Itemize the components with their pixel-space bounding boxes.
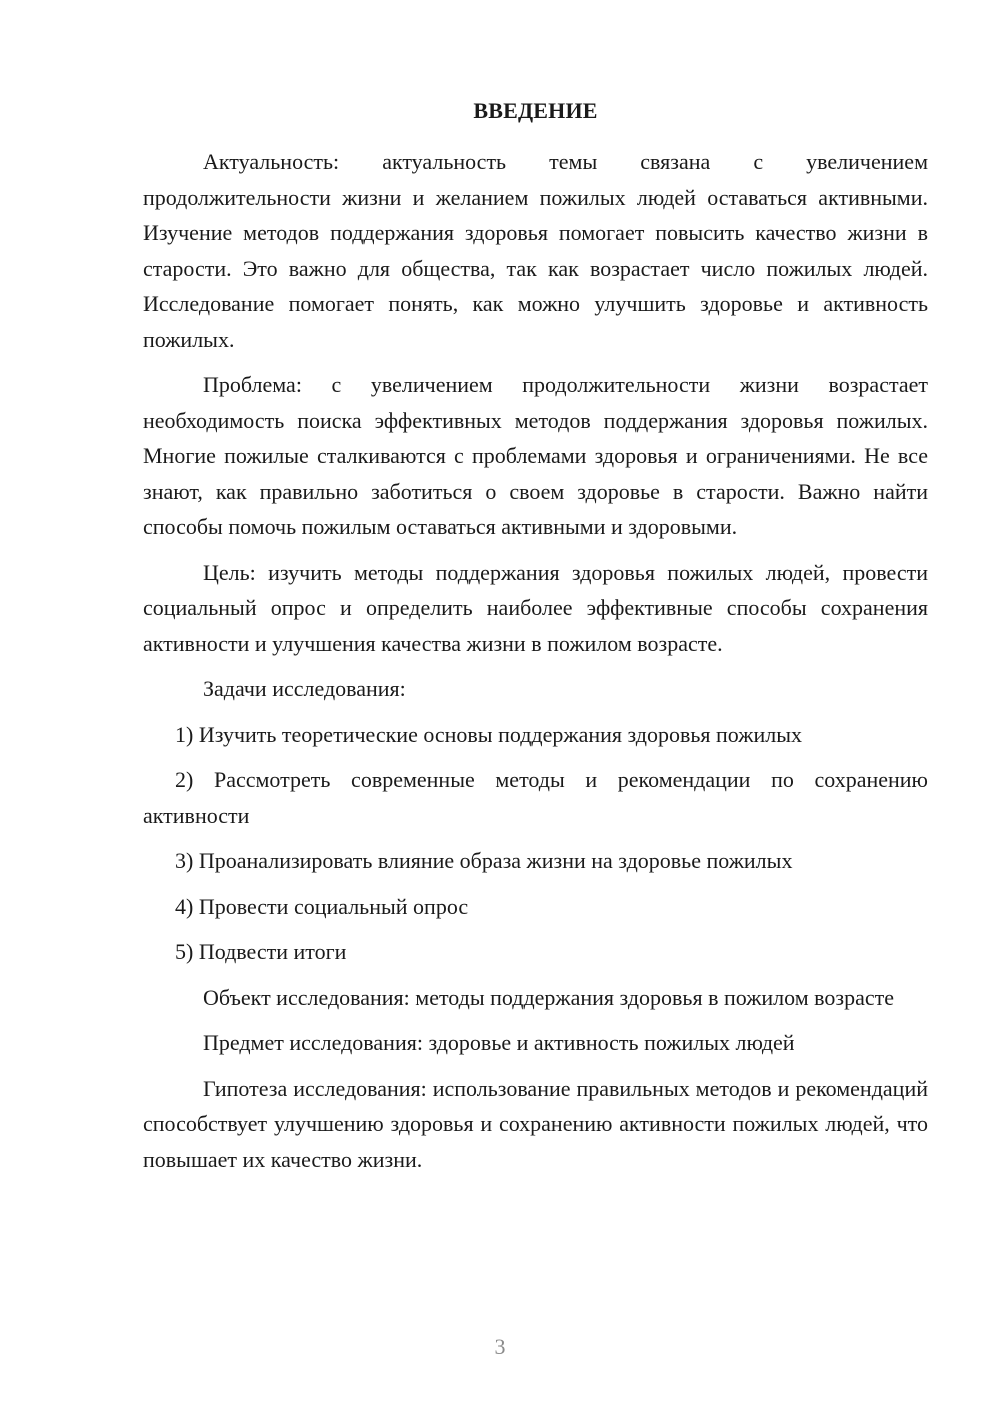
body-text <box>143 144 928 1187</box>
task-item-4: 4) Провести социальный опрос <box>175 893 469 919</box>
paragraph-problem: Проблема: с увеличением продолжительности жизни возрастает необходимость поиска эффективных методов поддержания здоровья пожилых. Многие пожилые сталкиваются с проблемами здоровья и ограничениями. Не все знают, как правильно заботиться о своем здоровье в старости. Важно найти способы помочь пожилым оставаться активными и здоровыми. <box>143 372 928 539</box>
section-heading: ВВЕДЕНИЕ <box>473 98 598 123</box>
paragraph-relevance: Актуальность: актуальность темы связана с увеличением продолжительности жизни и желанием пожилых людей оставаться активными. Изучение методов поддержания здоровья помогает повысить качество жизни в старости. Это важно для общества, так как возрастает число пожилых людей. Исследование помогает понять, как можно улучшить здоровье и активность пожилых. <box>143 149 928 352</box>
task-item-3: 3) Проанализировать влияние образа жизни на здоровье пожилых <box>175 848 793 873</box>
paragraph-goal: Цель: изучить методы поддержания здоровья пожилых людей, провести социальный опрос и определить наиболее эффективные способы сохранения активности и улучшения качества жизни в пожилом возрасте. <box>143 559 928 656</box>
task-item-2: 2) Рассмотреть современные методы и рекомендации по сохранению активности <box>143 767 928 828</box>
paragraph-object: Объект исследования: методы поддержания здоровья в пожилом возрасте <box>203 984 894 1010</box>
paragraph-tasks-intro: Задачи исследования: <box>203 676 406 701</box>
paragraph-subject: Предмет исследования: здоровье и активность пожилых людей <box>203 1030 795 1055</box>
page-number: 3 <box>494 1334 506 1359</box>
paragraph-hypothesis: Гипотеза исследования: использование правильных методов и рекомендаций способствует улучшению здоровья и сохранению активности пожилых людей, что повышает их качество жизни. <box>143 1075 928 1172</box>
task-item-1: 1) Изучить теоретические основы поддержания здоровья пожилых <box>175 721 802 747</box>
task-item-5: 5) Подвести итоги <box>175 939 347 964</box>
